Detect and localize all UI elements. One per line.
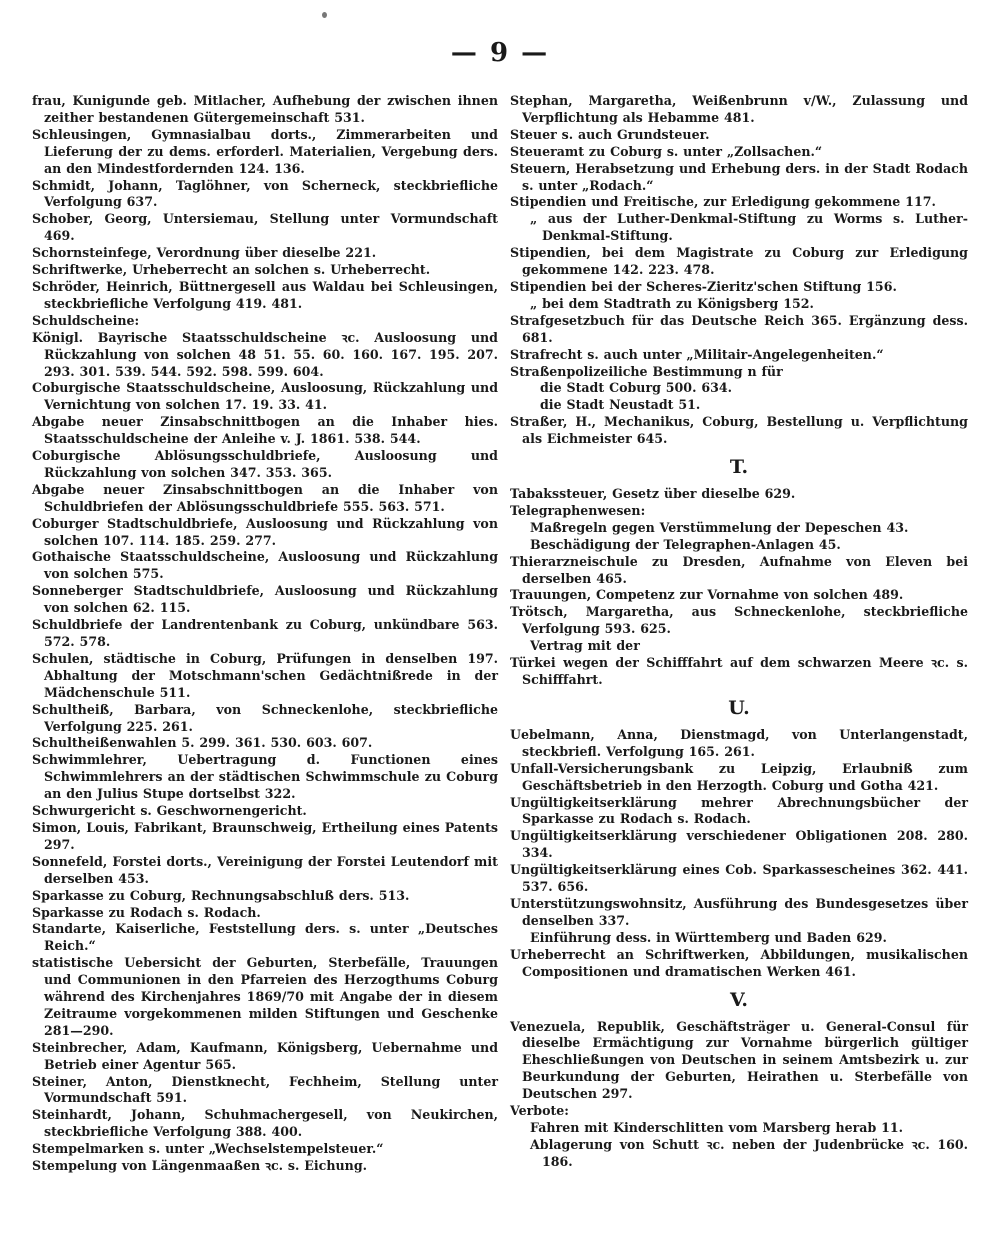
index-entry: Schwimmlehrer, Uebertragung d. Functionen eines Schwimmlehrers an der städtischen Schwimmschule zu Coburg an den Julius Stupe dortselbst 322. [32,752,498,802]
index-entry: Tabakssteuer, Gesetz über dieselbe 629. [510,486,796,502]
index-entry: Steuern, Herabsetzung und Erhebung ders. in der Stadt Rodach s. unter „Rodach.“ [510,160,968,193]
index-entry: Schornsteinfege, Verordnung über dieselbe 221. [32,245,377,261]
index-entry: Türkei wegen der Schifffahrt auf dem schwarzen Meere ꝛc. s. Schifffahrt. [510,655,968,687]
index-entry: Thierarzneischule zu Dresden, Aufnahme von Eleven bei derselben 465. [510,553,968,586]
index-entry: Schuldbriefe der Landrentenbank zu Coburg, unkündbare 563. 572. 578. [32,617,498,649]
index-entry: Schulen, städtische in Coburg, Prüfungen in denselben 197. Abhaltung der Motschmann'schen Gedächtnißrede in der Mädchenschule 511. [32,650,498,700]
index-entry: Simon, Louis, Fabrikant, Braunschweig, Ertheilung eines Patents 297. [32,819,498,852]
index-entry: Schriftwerke, Urheberrecht an solchen s. Urheberrecht. [32,262,431,278]
index-entry: Schröder, Heinrich, Büttnergesell aus Waldau bei Schleusingen, steckbriefliche Verfolgung 419. 481. [32,278,498,311]
index-entry: die Stadt Neustadt 51. [540,397,701,413]
index-entry: Verbote: [510,1103,569,1119]
section-letter-v: V. [729,988,749,1011]
index-entry: statistische Uebersicht der Geburten, Sterbefälle, Trauungen und Communionen in den Pfarreien des Herzogthums Coburg während des Kirchenjahres 1869/70 mit Angabe der in diesem Zeitraume vorgekommenen milden Stiftungen und Geschenke 281—290. [32,955,498,1038]
index-entry: Stempelmarken s. unter „Wechselstempelsteuer.“ [32,1141,384,1157]
index-entry: „ bei dem Stadtrath zu Königsberg 152. [530,295,814,311]
section-letter-u: U. [728,696,750,719]
index-entry: Schleusingen, Gymnasialbau dorts., Zimmerarbeiten und Lieferung der zu dems. erforderl. Materialien, Vergebung ders. an den Mindestfordernden 124. 136. [32,126,498,176]
index-entry: Ablagerung von Schutt ꝛc. neben der Judenbrücke ꝛc. 160. 186. [530,1136,968,1169]
index-entry: Standarte, Kaiserliche, Feststellung ders. s. unter „Deutsches Reich.“ [32,921,498,954]
index-entry: Sonnefeld, Forstei dorts., Vereinigung der Forstei Leutendorf mit derselben 453. [32,853,498,886]
index-entry: Straßenpolizeiliche Bestimmung n für [510,363,783,379]
index-entry: Venezuela, Republik, Geschäftsträger u. General-Consul für dieselbe Ermächtigung zur Vornahme bürgerlich gültiger Eheschließungen von Deutschen in seinem Amtsbezirk u. zur Beurkundung der Geburten, Heirathen u. Sterbefälle von Deutschen 297. [510,1018,968,1102]
index-entry: Coburgische Staatsschuldscheine, Ausloosung, Rückzahlung und Vernichtung von solchen 17. 19. 33. 41. [32,380,498,413]
index-entry: Fahren mit Kinderschlitten vom Marsberg herab 11. [530,1119,904,1135]
index-entry: Coburger Stadtschuldbriefe, Ausloosung und Rückzahlung von solchen 107. 114. 185. 259. 277. [32,515,498,548]
index-entry: Stipendien und Freitische, zur Erledigung gekommene 117. [510,194,936,210]
right-column [510,93,968,1171]
index-entry: Uebelmann, Anna, Dienstmagd, von Unterlangenstadt, steckbriefl. Verfolgung 165. 261. [510,726,968,759]
index-entry: Strafgesetzbuch für das Deutsche Reich 365. Ergänzung dess. 681. [510,312,968,345]
index-entry: Sparkasse zu Rodach s. Rodach. [32,904,261,920]
index-entry: Steuer s. auch Grundsteuer. [510,126,710,142]
index-entry: Schmidt, Johann, Taglöhner, von Scherneck, steckbriefliche Verfolgung 637. [32,177,498,210]
index-entry: Coburgische Ablösungsschuldbriefe, Ausloosung und Rückzahlung von solchen 347. 353. 365. [32,448,498,480]
index-entry: Steinbrecher, Adam, Kaufmann, Königsberg, Uebernahme und Betrieb einer Agentur 565. [32,1039,498,1072]
index-entry: Schultheiß, Barbara, von Schneckenlohe, steckbriefliche Verfolgung 225. 261. [32,701,498,734]
index-entry: Königl. Bayrische Staatsschuldscheine ꝛc. Ausloosung und Rückzahlung von solchen 48 51. 55. 60. 160. 167. 195. 207. 293. 301. 539. 544. 592. 598. 599. 604. [32,329,498,379]
index-entry: Telegraphenwesen: [510,502,646,518]
index-entry: Ungültigkeitserklärung mehrer Abrechnungsbücher der Sparkasse zu Rodach s. Rodach. [510,794,968,827]
index-entry: die Stadt Coburg 500. 634. [540,380,733,396]
index-entry: Steueramt zu Coburg s. unter „Zollsachen.“ [510,143,823,159]
index-entry: frau, Kunigunde geb. Mitlacher, Aufhebung der zwischen ihnen zeither bestandenen Gütergemeinschaft 531. [32,93,498,125]
page-number: — 9 — [450,38,550,68]
index-entry: Gothaische Staatsschuldscheine, Ausloosung und Rückzahlung von solchen 575. [32,549,498,582]
index-entry: Ungültigkeitserklärung eines Cob. Sparkassescheines 362. 441. 537. 656. [510,862,968,895]
index-entry: Schober, Georg, Untersiemau, Stellung unter Vormundschaft 469. [32,211,498,244]
index-entry: Ungültigkeitserklärung verschiedener Obligationen 208. 280. 334. [510,828,968,861]
index-entry: Abgabe neuer Zinsabschnittbogen an die Inhaber von Schuldbriefen der Ablösungsschuldbriefe 555. 563. 571. [32,481,498,514]
index-entry: Maßregeln gegen Verstümmelung der Depeschen 43. [530,519,909,535]
index-entry: Trötsch, Margaretha, aus Schneckenlohe, steckbriefliche Verfolgung 593. 625. [510,604,968,637]
index-entry: Schwurgericht s. Geschwornengericht. [32,803,307,819]
index-entry: Sonneberger Stadtschuldbriefe, Ausloosung und Rückzahlung von solchen 62. 115. [32,583,498,616]
index-entry: Stipendien bei der Scheres-Zieritz'schen Stiftung 156. [510,278,897,294]
index-entry: Strafrecht s. auch unter „Militair-Angelegenheiten.“ [510,346,884,362]
index-entry: Trauungen, Competenz zur Vornahme von solchen 489. [510,587,904,603]
index-entry: Abgabe neuer Zinsabschnittbogen an die Inhaber hies. Staatsschuldscheine der Anleihe v. J. 1861. 538. 544. [32,414,498,447]
index-entry: Sparkasse zu Coburg, Rechnungsabschluß ders. 513. [32,887,410,903]
index-entry: Schuldscheine: [32,312,140,328]
index-entry: „ aus der Luther-Denkmal-Stiftung zu Worms s. Luther-Denkmal-Stiftung. [530,211,968,244]
index-entry: Steiner, Anton, Dienstknecht, Fechheim, Stellung unter Vormundschaft 591. [32,1073,498,1106]
index-entry: Unterstützungswohnsitz, Ausführung des Bundesgesetzes über denselben 337. [510,895,968,928]
section-letter-t: T. [729,456,749,479]
left-column [32,93,498,1175]
index-entry: Stephan, Margaretha, Weißenbrunn v/W., Zulassung und Verpflichtung als Hebamme 481. [510,93,968,125]
index-entry: Stempelung von Längenmaaßen ꝛc. s. Eichung. [32,1158,368,1174]
index-entry: Unfall-Versicherungsbank zu Leipzig, Erlaubniß zum Geschäftsbetrieb in den Herzogth. Coburg und Gotha 421. [510,760,968,793]
index-entry: Straßer, H., Mechanikus, Coburg, Bestellung u. Verpflichtung als Eichmeister 645. [510,414,968,447]
index-entry: Steinhardt, Johann, Schuhmachergesell, von Neukirchen, steckbriefliche Verfolgung 388. 400. [32,1107,498,1140]
index-entry: Beschädigung der Telegraphen-Anlagen 45. [530,536,841,552]
page-speck [322,12,327,18]
index-entry: Vertrag mit der [530,638,640,654]
index-entry: Stipendien, bei dem Magistrate zu Coburg zur Erledigung gekommene 142. 223. 478. [510,245,968,278]
index-entry: Einführung dess. in Württemberg und Baden 629. [530,929,887,945]
index-entry: Schultheißenwahlen 5. 299. 361. 530. 603. 607. [32,735,373,751]
index-entry: Urheberrecht an Schriftwerken, Abbildungen, musikalischen Compositionen und dramatischen Werken 461. [510,946,968,979]
